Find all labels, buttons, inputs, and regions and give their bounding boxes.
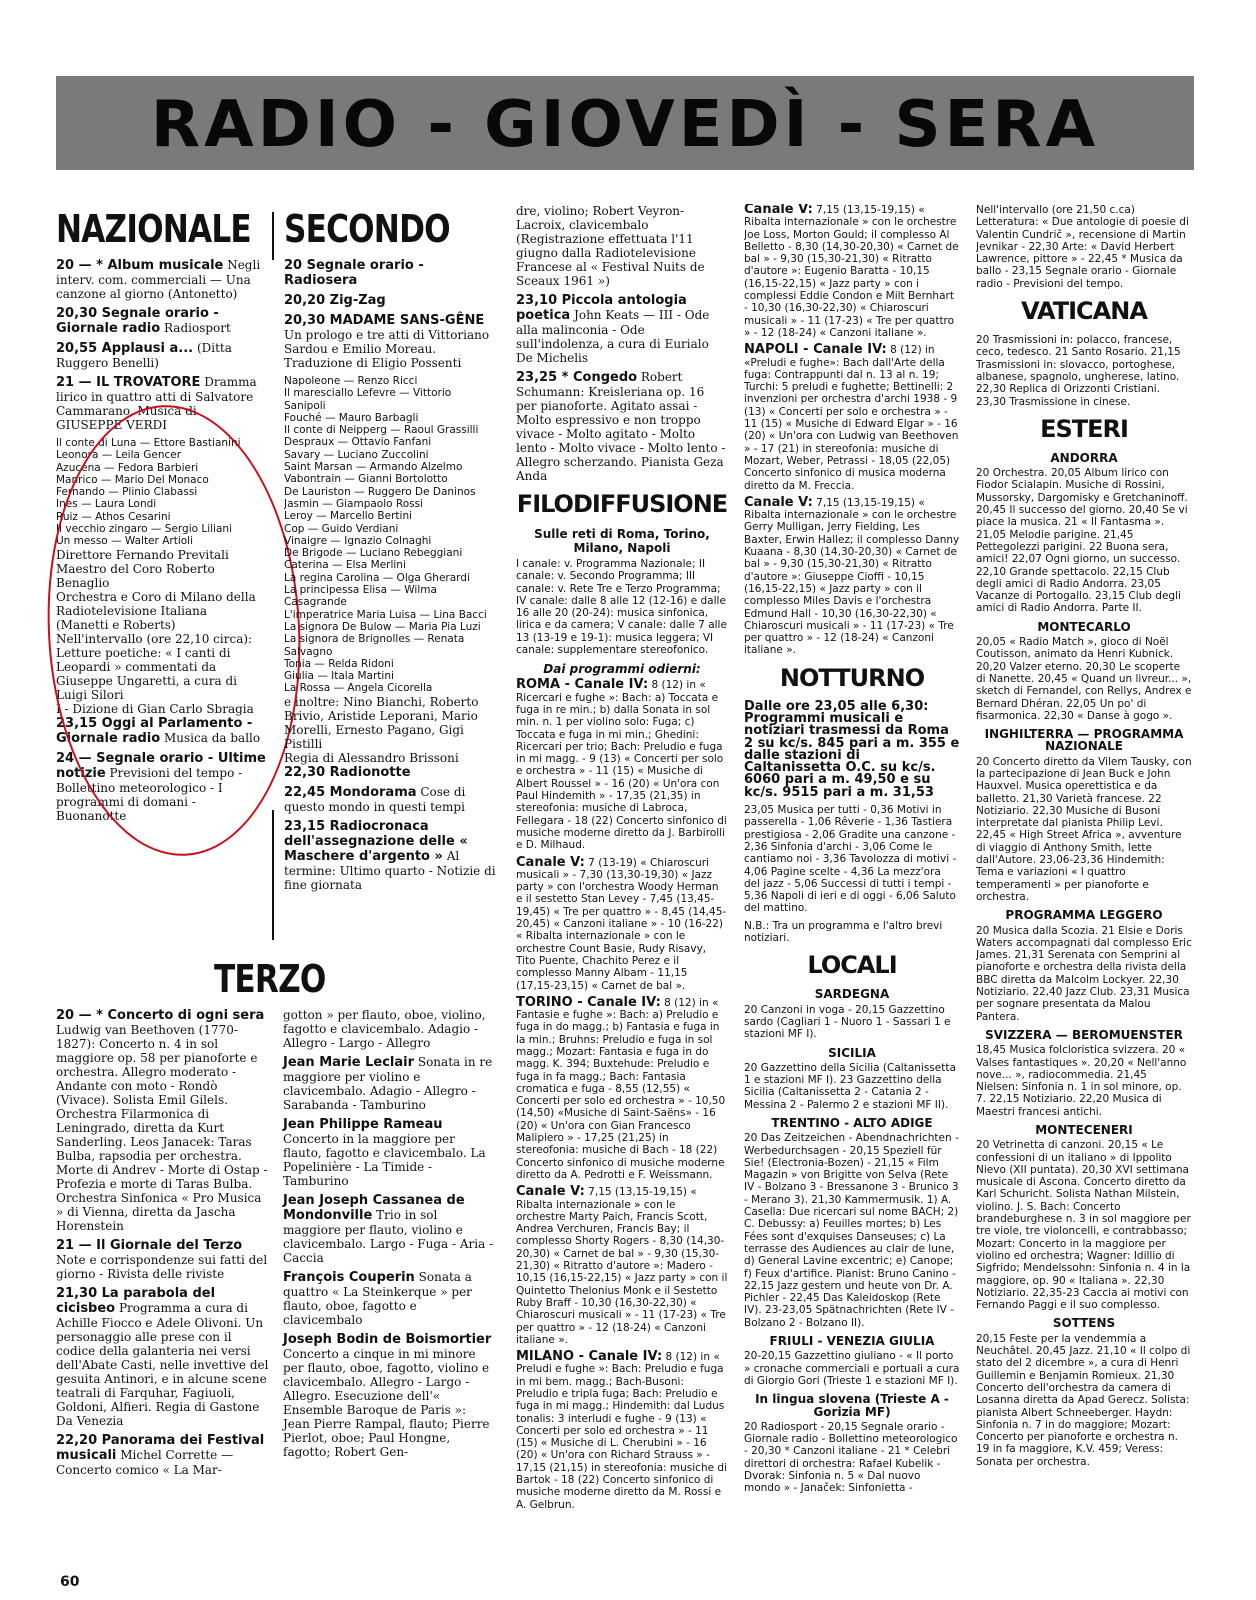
page-title: RADIO - GIOVEDÌ - SERA	[150, 88, 1100, 162]
listing-text: Concerto in la maggiore per flauto, fagotto e clavicembalo. La Popelinière - La Timide - Tamburino	[283, 1132, 486, 1188]
listing-item	[516, 293, 728, 365]
listing-title: Canale V:	[744, 494, 813, 510]
cast-line: (Manetti e Roberts)	[56, 617, 176, 632]
listing-title: Dalle ore 23,05 alle 6,30: Programmi musicali e notiziari trasmessi da Roma 2 su kc/s. 845 pari a m. 355 e dalle stazioni di Caltanissetta O.C. su kc/s. 6060 pari a m. 49,50 e su kc/s. 9515 pari a m. 31,53	[744, 698, 960, 800]
cast-line: Il conte di Luna — Ettore Bastianini	[56, 437, 241, 449]
cast-line: Il maresciallo Lefevre — Vittorio Sanipoli	[284, 387, 452, 412]
listing-item	[284, 785, 496, 814]
section-heading-nazionale: NAZIONALE	[56, 208, 251, 251]
cast-line: Tonia — Relda Ridoni	[284, 657, 394, 670]
listing-text: Robert Schumann: Kreisleriana op. 16 per pianoforte. Agitato assai - Molto espressivo e non troppo vivace - Molto agitato - Molto lento - Molto vivace - Molto lento - Allegro scherzando. Pianista Geza Anda	[516, 370, 726, 483]
cast-line: Ruiz — Athos Cesarini	[56, 510, 171, 523]
subsection-heading: TRENTINO - ALTO ADIGE	[771, 1116, 933, 1130]
listing-text: Michel Corrette — Concerto comico « La Mar-	[56, 1448, 234, 1477]
listing-title: 21 — IL TROVATORE	[56, 375, 201, 390]
listing-text: (Ditta Ruggero Benelli)	[56, 341, 232, 370]
subsection-heading: In lingua slovena (Trieste A - Gorizia MF)	[755, 1392, 949, 1419]
cast-line: Azucena — Fedora Barbieri	[56, 461, 199, 474]
cast-line: Vinaigre — Ignazio Colnaghi	[284, 534, 432, 547]
cast-line: Jasmin — Giampaolo Rossi	[284, 497, 424, 510]
divider-nazionale-secondo	[272, 212, 274, 260]
listing-item	[56, 1433, 269, 1477]
listing-title: Canale V:	[744, 204, 813, 217]
cast-line: Maestro del Coro Roberto Benaglio	[56, 561, 215, 590]
cast-line: Manrico — Mario Del Monaco	[56, 473, 209, 486]
listing-text: 20 Orchestra. 20,05 Album lirico con Fiodor Scialapin. Musiche di Rossini, Mussorsky, Dargomisky e Gretchaninoff. 20,45 Il successo del giorno. 20,40 Se vi piace la musica. 21 « Il Fantasma ». 21,05 Melodie parigine. 21,45 Pettegolezzi parigini. 22 Buona sera, amici! 22,07 Ogni giorno, un successo. 22,10 Grande spettacolo. 22,15 Club degli amici di Radio Andorra. 23,05 Vacanze di Portogallo. 23,15 Club degli amici di Radio Andorra. Parte II.	[976, 467, 1188, 615]
subsection-heading: MONTECARLO	[1037, 619, 1131, 634]
listing-title: Canale V:	[516, 854, 585, 870]
listing-text: 20 Gazzettino della Sicilia (Caltanissetta 1 e stazioni MF I). 23 Gazzettino della Sicilia (Caltanissetta 2 - Catania 2 - Messina 2 - Palermo 2 e stazioni MF II).	[744, 1061, 956, 1111]
filo-subtitle-2: Dai programmi odierni:	[543, 662, 701, 677]
listing-text: 20,05 « Radio Match », gioco di Noël Coutisson, animato da Henri Kubnick. 20,20 Valzer eterno. 20,30 Le scoperte di Nanette. 20,45 « Quand un livreur... », sketch di Fernandel, con Rellys, Andrex e Bernard Dhéran. 22,05 Un po' di fisarmonica. 22,30 « Danse à gogo ».	[976, 636, 1192, 722]
cast-line: Il conte di Neipperg — Raoul Grassilli	[284, 424, 479, 437]
header-banner	[56, 76, 1194, 170]
listing-item	[283, 1008, 496, 1050]
listing-text: Radiosport	[164, 321, 231, 335]
filo-intro: I canale: v. Programma Nazionale; II canale: v. Secondo Programma; III canale: v. Rete Tre e Terzo Programma; IV canale: dalle 8 alle 12 (12-16) e dalle 16 alle 20 (20-24): musica sinfonica, lirica e da camera; V canale: dalle 7 alle 13 (13-19 e 19-1): musica leggera; VI canale: supplementare stereofonico.	[516, 558, 727, 657]
listing-item	[744, 344, 960, 492]
listing-title: Jean Marie Leclair	[283, 1055, 415, 1070]
section-heading-secondo: SECONDO	[284, 208, 450, 251]
listing-title: 20 — * Concerto di ogni sera	[56, 1008, 265, 1023]
listing-title: ROMA - Canale IV:	[516, 677, 649, 693]
listing-text: 20 Radiosport - 20,15 Segnale orario - Giornale radio - Bollettino meteorologico - 20,30 * Canzoni italiane - 21 * Celebri direttori di orchestra: Rafael Kubelik - Dvorak: Sinfonia n. 5 « Dal nuovo mondo » - Janaček: Sinfonietta -	[744, 1420, 958, 1495]
listing-text: Musica da ballo	[164, 730, 261, 745]
listing-item	[56, 306, 266, 336]
listing-text: Note e corrispondenze sui fatti del giorno - Rivista delle riviste	[56, 1253, 268, 1281]
listing-text: 7,15 (13,15-19,15) « Ribalta internazionale » con le orchestre Gerry Mulligan, Jerry Fielding, Les Baxter, Erwin Hallez; il complesso Danny Kuaana - 8,30 (14,30-20,30) « Carnet de bal » - 9,30 (15,30-21,30) « Ritratto d'autore »: Giuseppe Cioffi - 10,15 (16,15-22,15) « Jazz party » con il complesso Miles Davis e l'orchestra Edmund Hall - 10,30 (16,30-22,30) « Chiaroscuri musicali » - 11 (17-23) « Tre per quattro » - 12 (18-24) « Canzoni italiane ».	[744, 496, 960, 657]
column-terzo	[56, 958, 496, 1568]
section-heading-vaticana: VATICANA	[1021, 297, 1147, 326]
listing-title: François Couperin	[283, 1270, 415, 1285]
listing-item	[56, 258, 266, 301]
listing-text: Ludwig van Beethoven (1770-1827): Concerto n. 4 in sol maggiore op. 58 per pianoforte e orchestra. Allegro moderato - Andante con moto - Rondò (Vivace). Solista Emil Gilels. Orchestra Filarmonica di Leningrado, diretta da Kurt Sanderling. Leos Janacek: Taras Bulba, rapsodia per orchestra. Morte di Andrev - Morte di Ostap - Profezia e morte di Taras Bulba. Orchestra Sinfonica « Pro Musica » di Vienna, diretta da Jascha Horenstein	[56, 1023, 268, 1233]
listing-title: 22,20 Panorama dei Festival musicali	[56, 1433, 265, 1463]
listing-text: dre, violino; Robert Veyron-Lacroix, clavicembalo (Registrazione effettuata l'11 giugno dalla Radiotelevisione Francese al « Festival Nuits de Sceaux 1961 »)	[516, 204, 705, 288]
listing-item	[516, 994, 728, 1181]
listing-title: 20,30 MADAME SANS-GÊNE	[284, 313, 485, 328]
esteri-listings	[976, 452, 1192, 1468]
subsection-heading: SICILIA	[828, 1045, 876, 1060]
cast-line: Leonora — Leila Gencer	[56, 449, 182, 462]
cast-line: La signora de Brignolles — Renata Salvagno	[284, 633, 465, 658]
listing-text: 20 Musica dalla Scozia. 21 Elsie e Doris Waters accompagnati dal complesso Eric James. 21,31 Serenata con Semprini al pianoforte e orchestra della rivista della BBC diretta da Malcolm Lockyer. 22,30 Notiziario. 22,40 Jazz Club. 23,31 Musica per sognare presentata da Malou Pantera.	[976, 924, 1192, 1023]
listing-item	[56, 341, 266, 370]
subsection-heading: SARDEGNA	[814, 987, 890, 1002]
section-heading-esteri: ESTERI	[1040, 414, 1128, 443]
notturno-listings	[744, 698, 960, 945]
cast-line: De Lauriston — Ruggero De Daninos	[284, 485, 476, 498]
listing-item	[56, 1008, 269, 1233]
cast-line: De Brigode — Luciano Rebeggiani	[284, 547, 463, 560]
listing-text: 20 Das Zeitzeichen - Abendnachrichten - Werbedurchsagen - 20,15 Speziell für Sie! (Electronia-Bozen) - 21,15 « Film Magazin » von Brigitte von Selva (Rete IV - Bolzano 3 - Bressanone 3 - Brunico 3 - Merano 3). 21,30 Kammermusik. 1) A. Casella: Due ricercari sul nome BACH; 2) C. Debussy: a) Feuilles mortes; b) Les Fées sont d'exquises Danseuses; c) La terrasse des Audiences au clair de lune, d) General Lavine excentric; e) Canope; f) Feux d'artifice. Pianist: Bruno Canino - 22,15 Jazz gestern und heute von Dr. A. Pichler - 22,45 Das Kaleidoskop (Rete IV). 23-23,05 Spätnachrichten (Rete IV - Bolzano 2 - Bolzano II).	[744, 1132, 959, 1329]
secondo-tail	[284, 765, 496, 892]
col4-top	[744, 204, 960, 657]
listing-item	[516, 204, 728, 288]
listing-item	[284, 258, 496, 288]
section-heading-terzo: TERZO	[214, 958, 326, 1001]
divider-secondo-bottom	[272, 810, 274, 940]
listing-text: 18,45 Musica folcloristica svizzera. 20 « Valses fantastiques ». 20,20 « Nell'anno nove... », radiocommedia. 21,45 Nielsen: Sinfonia n. 1 in sol minore, op. 7. 22,15 Notiziario. 22,20 Musica di Maestri francesi antichi.	[976, 1044, 1187, 1118]
listing-item	[283, 1117, 496, 1188]
listing-title: Joseph Bodin de Boismortier	[283, 1332, 492, 1347]
listing-title: 22,30 Radionotte	[284, 764, 411, 780]
column-notturno-locali	[744, 204, 960, 1564]
listing-title: Jean Joseph Cassanea de Mondonville	[283, 1193, 465, 1223]
secondo-cast	[284, 375, 496, 695]
column-secondo	[284, 208, 496, 948]
listing-text: 8 (12) in « Ricercari e fughe »: Bach: a) Toccata e fuga in re min.; b) dalla Sonata in sol min. n. 1 per violino solo: Fuga; c) Toccata e fuga in mi min.; Ghedini: Ricercari per trio; Bach: Preludio e fuga in mi magg. - 9 (13) « Concerti per solo e orchestra » - 11 (15) « Musiche di Albert Roussel » - 16 (20) « Un'ora con Paul Hindemith » - 17,35 (21,35) in stereofonia: musiche di Labroca, Fellegara - 18 (22) Concerto sinfonico di musiche moderne diretto da J. Barbirolli e D. Milhaud.	[516, 679, 727, 852]
subsection-heading: PROGRAMMA LEGGERO	[1005, 908, 1163, 923]
cast-line: Cop — Guido Verdiani	[284, 522, 399, 535]
listing-item	[283, 1332, 496, 1459]
listing-item	[516, 679, 728, 851]
cast-line: La regina Carolina — Olga Gherardi	[284, 571, 470, 584]
subsection-heading: SOTTENS	[1052, 1316, 1116, 1331]
subsection-heading: FRIULI - VENEZIA GIULIA	[769, 1334, 935, 1349]
secondo-credits	[284, 695, 496, 765]
listing-item	[56, 1238, 269, 1281]
subsection-heading: SVIZZERA — BEROMUENSTER	[985, 1027, 1183, 1042]
cast-line: La Rossa — Angela Cicorella	[284, 682, 433, 695]
listing-text: 8 (12) in «Preludi e fughe»: Bach dall'Arte della fuga: Contrappunti dal n. 13 al n. 19; Turchi: 5 preludi e fughette; Bettinelli: 2 invenzioni per orchestra d'archi 1938 - 9 (13) « Concerti per solo e orchestra » - 11 (15) « Musiche di Edward Elgar » - 16 (20) « Un'ora con Ludwig van Beethoven » - 17 (21) in stereofonia: musiche di Mozart, Weber, Petrassi - 18,05 (22,05) Concerto sinfonico di musica moderna diretto da M. Freccia.	[744, 344, 959, 492]
listing-text: Sonata a quattro « La Steinkerque » per flauto, oboe, fagotto e clavicembalo	[283, 1270, 472, 1327]
col3-top	[516, 204, 728, 483]
listing-text: N.B.: Tra un programma e l'altro brevi notiziari.	[744, 919, 943, 945]
listing-item	[284, 313, 496, 370]
cast-line: Caterina — Elsa Merlini	[284, 559, 406, 572]
section-heading-filodiffusione: FILODIFFUSIONE	[516, 490, 728, 518]
listing-text: 20-20,15 Gazzettino giuliano - « Il porto » cronache commerciali e portuali a cura di Giorgio Gori (Trieste 1 e stazioni MF I).	[744, 1350, 960, 1387]
listing-item	[516, 854, 728, 992]
cast-line: Il vecchio zingaro — Sergio Liliani	[56, 523, 232, 536]
listing-title: 20,30 Segnale orario - Giornale radio	[56, 306, 219, 336]
listing-text: Cose di questo mondo in questi tempi	[284, 784, 466, 814]
listing-title: Canale V:	[516, 1184, 585, 1200]
cast-line: Savary — Luciano Zuccolini	[284, 448, 429, 461]
listing-text: Sonata in re maggiore per violino e clavicembalo. Adagio - Allegro - Sarabanda - Tamburino	[283, 1055, 493, 1112]
listing-item	[976, 204, 1192, 290]
listing-text: 20,15 Feste per la vendemmia a Neuchâtel. 20,45 Jazz. 21,10 « Il colpo di stato del 2 dicembre », a cura di Henri Guillemin e Benjamin Romieux. 21,30 Concerto dell'orchestra da camera di Losanna diretta da Apad Gerecz. Solista: pianista Albert Schneeberger. Haydn: Sinfonia n. 7 in do maggiore; Mozart: Concerto per pianoforte e orchestra n. 19 in fa maggiore, K.V. 459; Veress: Sonata per orchestra.	[976, 1332, 1191, 1468]
listing-title: 21,30 La parabola del cicisbeo	[56, 1286, 216, 1316]
column-filodiffusione	[516, 204, 728, 1564]
cast-line: L'imperatrice Maria Luisa — Lina Bacci	[284, 608, 487, 621]
cast-line: Despraux — Ottavio Fanfani	[284, 436, 432, 449]
listing-text: 23,05 Musica per tutti - 0,36 Motivi in passerella - 1,06 Rêverie - 1,36 Tastiera prestigiosa - 2,06 Gradite una canzone - 2,36 Sinfonia d'archi - 3,06 Come le cantiamo noi - 3,36 Tavolozza di motivi - 4,06 Pagine scelte - 4,36 La mezz'ora del jazz - 5,06 Successi di tutti i tempi - 5,36 Napoli di ieri e di oggi - 6,06 Saluto del mattino.	[744, 804, 957, 915]
listing-text: John Keats — III - Ode alla malinconia - Ode sull'indolenza, a cura di Eurialo De Michelis	[516, 308, 710, 365]
listing-title: MILANO - Canale IV:	[516, 1349, 663, 1365]
listing-item	[516, 1351, 728, 1511]
listing-item	[744, 698, 960, 800]
listing-text: Al termine: Ultimo quarto - Notizie di fine giornata	[284, 848, 496, 892]
listing-text: Nell'intervallo (ore 21,50 c.ca) Letteratura: « Due antologie di poesie di Valentin Cundrič », recensione di Martin Jevnikar - 22,30 Arte: « David Herbert Lawrence, pittore » - 22,45 * Musica da ballo - 23,15 Segnale orario - Giornale radio - Previsioni del tempo.	[976, 204, 1189, 290]
cast-line: Ines — Laura Londi	[56, 498, 157, 511]
listing-text: Concerto a cinque in mi minore per flauto, oboe, fagotto, violino e clavicembalo. Allegro - Largo - Allegro. Esecuzione dell'« Ensemble Baroque de Paris »: Jean Pierre Rampal, flauto; Pierre Pierlot, oboe; Paul Hongne, fagotto; Robert Gen-	[283, 1347, 490, 1459]
listing-title: 23,15 Oggi al Parlamento - Giornale radio	[56, 715, 253, 746]
listing-text: Negli interv. com. commerciali — Una canzone al giorno (Antonetto)	[56, 258, 261, 301]
listing-item	[744, 204, 960, 339]
listing-title: TORINO - Canale IV:	[516, 994, 661, 1010]
listing-text: 7 (13-19) « Chiaroscuri musicali » - 7,30 (13,30-19,30) « Jazz party » con l'orchestra Woody Herman e il sestetto Stan Levey - 7,45 (13,45-19,45) « Tre per quattro » - 8,45 (14,45-20,45) « Canzoni italiane » - 10 (16-22) « Ribalta internazionale » con le orchestre Count Basie, Rudy Risavy, Tito Puente, Chachito Perez e il complesso Manny Albam - 11,15 (17,15-23,15) « Carnet de bal ».	[516, 856, 727, 992]
listing-text: Previsioni del tempo - Bollettino meteorologico - I programmi di domani - Buonanotte	[56, 765, 243, 823]
listing-text: 20 Concerto diretto da Vilem Tausky, con la partecipazione di Jean Buck e John Hauxvel. Musica operettistica e da balletto. 21,30 Varietà francese. 22 Notiziario. 22,30 Musiche di Busoni interpretate dal pianista Philip Levi. 22,45 « High Street Africa », avventure di viaggio di Anthony Smith, lette dall'Autore. 23,06-23,36 Hindemith: Tema e variazioni « I quattro temperamenti » per pianoforte e orchestra.	[976, 755, 1192, 903]
cast-line: Fouché — Mauro Barbagli	[284, 411, 419, 424]
listing-text: 8 (12) in « Preludi e fughe »: Bach: Preludio e fuga in mi bem. magg.; Bach-Busoni: Preludio e tripla fuga; Bach: Preludio e fuga in mi magg.; Hindemith: dal Ludus tonalis: 3 interludi e fughe - 9 (13) « Concerti per solo ed orchestra » - 11 (15) « Musiche di L. Cherubini » - 16 (20) « Un'ora con Richard Strauss » - 17,15 (21,15) in stereofonia: musiche di Bartok - 18 (22) Concerto sinfonico di musiche moderne diretto da M. Rossi e A. Gelbrun.	[516, 1351, 727, 1511]
column-vaticana-esteri	[976, 204, 1192, 1564]
cast-line: La signora De Bulow — Maria Pia Luzi	[284, 620, 481, 633]
cast-line: La principessa Elisa — Wilma Casagrande	[284, 584, 437, 609]
listing-item	[283, 1055, 496, 1112]
cast-line: Giulia — Itala Martini	[284, 670, 394, 683]
listing-item	[516, 1186, 728, 1346]
cast-line: Un messo — Walter Artioli	[56, 535, 193, 548]
listing-item	[283, 1193, 496, 1265]
listing-text: Programma a cura di Achille Fiocco e Adele Olivoni. Un personaggio alle prese con il codice della galanteria nei versi dell'Abate Casti, nelle invettive del gesuita Antinori, e in alcune scene teatrali di Farquhar, Fagiuoli, Goldoni, Alfieri. Regia di Gastone Da Venezia	[56, 1301, 269, 1428]
section-heading-locali: LOCALI	[807, 951, 897, 980]
subsection-heading: INGHILTERRA — PROGRAMMA NAZIONALE	[984, 727, 1184, 754]
listing-title: 20,55 Applausi a...	[56, 341, 194, 356]
listing-text: 8 (12) in « Fantasie e fughe »: Bach: a) Preludio e fuga in do magg.; b) Fantasia e fuga in la min.; Bruhns: Preludio e fuga in sol magg.; Mozart: Fantasia e fuga in do magg. K. 394; Buxtehude: Preludio e fuga in fa magg.; Bach: Fantasia cromatica e fuga - 8,55 (12,55) « Concerti per solo ed orchestra » - 10,50 (14,50) «Musiche di Saint-Saëns» - 16 (20) « Un'ora con Gian Francesco Malipiero » - 17,25 (21,25) in stereofonia: musiche di Bach - 18 (22) Concerto sinfonico di musiche moderne diretto da A. Pedrotti e F. Weissmann.	[516, 996, 726, 1181]
subsection-heading: MONTECENERI	[1035, 1123, 1133, 1137]
listing-title: 21 — Il Giornale del Terzo	[56, 1238, 243, 1253]
cast-line: Leroy — Marcello Bertini	[284, 510, 413, 523]
listing-item	[56, 1286, 269, 1428]
cast-line: Saint Marsan — Armando Alzelmo	[284, 461, 463, 474]
listing-title: 23,10 Piccola antologia poetica	[516, 293, 687, 323]
filo-subtitle: Sulle reti di Roma, Torino, Milano, Napoli	[534, 527, 710, 555]
cast-line: Fernando — Plinio Clabassi	[56, 486, 198, 499]
listing-item	[744, 920, 960, 945]
listing-item	[283, 1270, 496, 1327]
listing-item	[516, 370, 728, 483]
cast-line: e inoltre: Nino Bianchi, Roberto Brivio, Aristide Leporani, Mario Morelli, Ernesto Pagano, Gigi Pistilli	[284, 694, 479, 751]
cast-line: Nell'intervallo (ore 22,10 circa): Letture poetiche: « I canti di Leopardi » commentati da Giuseppe Ungaretti, a cura di Luigi Silori	[56, 631, 253, 702]
listing-text: 7,15 (13,15-19,15) « Ribalta internazionale » con le orchestre Joe Loss, Morton Gould; il complesso Al Belletto - 8,30 (14,30-20,30) « Carnet de bal » - 9,30 (15,30-21,30) « Ritratto d'autore »: Eugenio Baratta - 10,15 (16,15-22,15) « Jazz party » con i complessi Eddie Condon e Milt Bernhart - 10,30 (16,30-22,30) « Chiaroscuri musicali » - 11 (17-23) « Tre per quattro » - 12 (18-24) « Canzoni italiane ».	[744, 204, 959, 339]
cast-line: Vabontrain — Gianni Bortolotto	[284, 473, 448, 486]
col5-top	[976, 204, 1192, 290]
cast-line: Napoleone — Renzo Ricci	[284, 375, 418, 387]
listing-text: 7,15 (13,15-19,15) « Ribalta internazionale » con le orchestre Marty Paich, Francis Scott, Andrea Verchuren, Francis Bay; il complesso Shorty Rogers - 8,30 (14,30-20,30) « Carnet de bal » - 9,30 (15,30-21,30) « Ritratto d'autore »: Madero - 10,15 (16,15-22,15) « Jazz party » con il Quintetto Thelonius Monk e il Sestetto Ruby Braff - 10,30 (16,30-22,30) « Chiaroscuri musicali » - 11 (17-23) « Tre per quattro » - 12 (18-24) « Canzoni italiane ».	[516, 1186, 728, 1346]
listing-text: Dramma lirico in quattro atti di Salvatore Cammarano. Musica di GIUSEPPE VERDI	[56, 375, 257, 432]
section-heading-notturno: NOTTURNO	[779, 663, 925, 692]
filo-listings	[516, 679, 728, 1511]
listing-text: gotton » per flauto, oboe, violino, fagotto e clavicembalo. Adagio - Allegro - Largo - Allegro	[283, 1008, 486, 1050]
terzo-right-column	[283, 1008, 496, 1482]
page-number: 60	[60, 1574, 80, 1590]
listing-item	[284, 819, 496, 892]
listing-text: Trio in sol maggiore per flauto, violino e clavicembalo. Largo - Fuga - Aria - Caccia	[283, 1208, 494, 1265]
cast-line: Direttore Fernando Previtali	[56, 547, 229, 562]
listing-title: 24 — Segnale orario - Ultime notizie	[56, 750, 266, 781]
secondo-items	[284, 258, 496, 370]
subsection-heading: ANDORRA	[1050, 450, 1118, 465]
listing-text: 20 Vetrinetta di canzoni. 20,15 « Le confessioni di un italiano » di Ippolito Nievo (XII puntata). 20,30 XVI settimana musicale di Ascona. Concerto diretto da Karl Schuricht. Solista Nathan Milstein, violino. J. S. Bach: Concerto brandeburghese n. 3 in sol maggiore per tre viole, tre violoncelli, e contrabbasso; Mozart: Concerto in la maggiore per violino ed orchestra; Wagner: Idillio di Sigfrido; Mendelssohn: Sinfonia n. 4 in la maggiore, op. 90 « Italiana ». 22,30 Notiziario. 22,35-23 Caccia ai motivi con Fernando Paggi e il suo complesso.	[976, 1139, 1191, 1312]
listing-title: 23,25 * Congedo	[516, 370, 638, 385]
listing-item	[284, 293, 496, 308]
listing-title: NAPOLI - Canale IV:	[744, 342, 887, 358]
cast-line: I - Dizione di Gian Carlo Sbragia	[56, 701, 254, 716]
listing-item	[284, 765, 496, 780]
listing-title: 20 Segnale orario - Radiosera	[284, 258, 424, 288]
locali-listings	[744, 988, 960, 1494]
listing-title: 20,20 Zig-Zag	[284, 293, 386, 308]
listing-text: 20 Canzoni in voga - 20,15 Gazzettino sardo (Cagliari 1 - Nuoro 1 - Sassari 1 e stazioni MF I).	[744, 1003, 951, 1041]
listing-text: Un prologo e tre atti di Vittoriano Sardou e Emilio Moreau. Traduzione di Eligio Possenti	[284, 328, 490, 370]
cast-line: Regia di Alessandro Brissoni	[284, 750, 459, 765]
listing-title: Jean Philippe Rameau	[283, 1117, 443, 1132]
listing-title: 23,15 Radiocronaca dell'assegnazione delle « Maschere d'argento »	[284, 818, 468, 864]
listing-title: 22,45 Mondorama	[284, 784, 417, 800]
cast-line: Orchestra e Coro di Milano della Radiotelevisione Italiana	[56, 589, 256, 618]
listing-item	[744, 804, 960, 915]
terzo-left-column	[56, 1008, 269, 1482]
listing-title: 20 — * Album musicale	[56, 258, 224, 273]
vaticana-listing: 20 Trasmissioni in: polacco, francese, ceco, tedesco. 21 Santo Rosario. 21,15 Trasmissioni in: slovacco, portoghese, albanese, spagnolo, ungherese, latino. 22,30 Replica di Orizzonti Cristiani. 23,30 Trasmissione in cinese.	[976, 334, 1181, 408]
listing-item	[744, 494, 960, 657]
